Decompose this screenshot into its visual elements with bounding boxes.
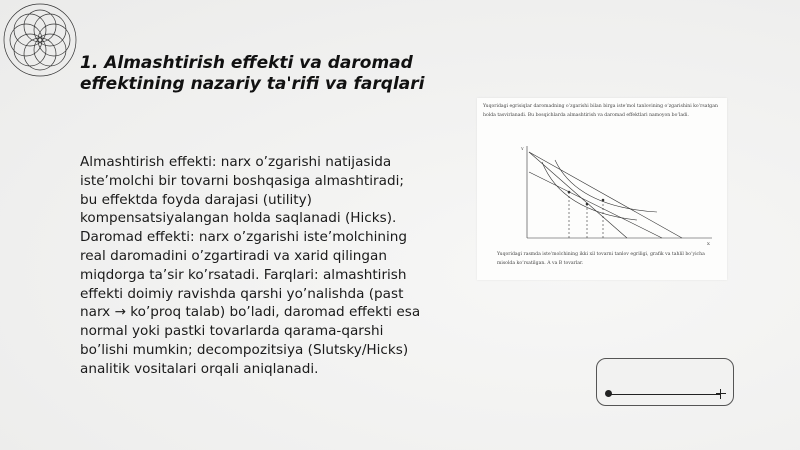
slider-handle-dot-icon[interactable] [605,390,612,397]
slide-title: 1. Almashtirish effekti va daromad effektining nazariy ta'rifi va farqlari [80,53,425,94]
embedded-document-image [477,98,727,280]
document-paragraph-bottom: Yuqoridagi rasmda iste’molchining ikki xil tovarni tanlov egriligi, grafik va tahlil bo‘yicha misolda ko‘rsatilgan. A va B tovarlar. [497,252,705,266]
document-paragraph-top: Yuqoridagi egrisiqlar daromadning o‘zgarishi bilan birga iste’mol tanlovining o‘zgarishini ko‘rsatgan holda tasvirlanadi. Bu bosqichlarda almashtirish va daromad effektlari namoyon bo‘ladi. [483,104,718,118]
plus-crosshair-icon[interactable] [716,389,726,399]
media-player-control[interactable] [596,358,734,406]
graph-y-axis-label: Y [521,146,524,151]
slide-body-text: Almashtirish effekti: narx o’zgarishi natijasida iste’molchi bir tovarni boshqasiga almashtiradi; bu effektda foyda darajasi (utility) kompensatsiyalangan holda saqlanadi (Hicks). Daromad effekti: narx o’zgarishi iste’molchining real daromadini o’zgartiradi va xarid qilingan miqdorga ta’sir ko’rsatadi. Farqlari: almashtirish effekti doimiy ravishda qarshi yo’nalishda (past narx → ko’proq talab) bo’ladi, daromad effekti esa normal yoki pastki tovarlarda qarama-qarshi bo’lishi mumkin; decompozitsiya (Slutsky/Hicks) analitik vositalari orqali aniqlanadi. [80,154,421,377]
graph-x-axis-label: X [707,241,710,246]
playback-track[interactable] [609,394,721,395]
circular-rosette-ornament-icon [2,2,78,78]
indifference-curve-graph [507,142,722,247]
